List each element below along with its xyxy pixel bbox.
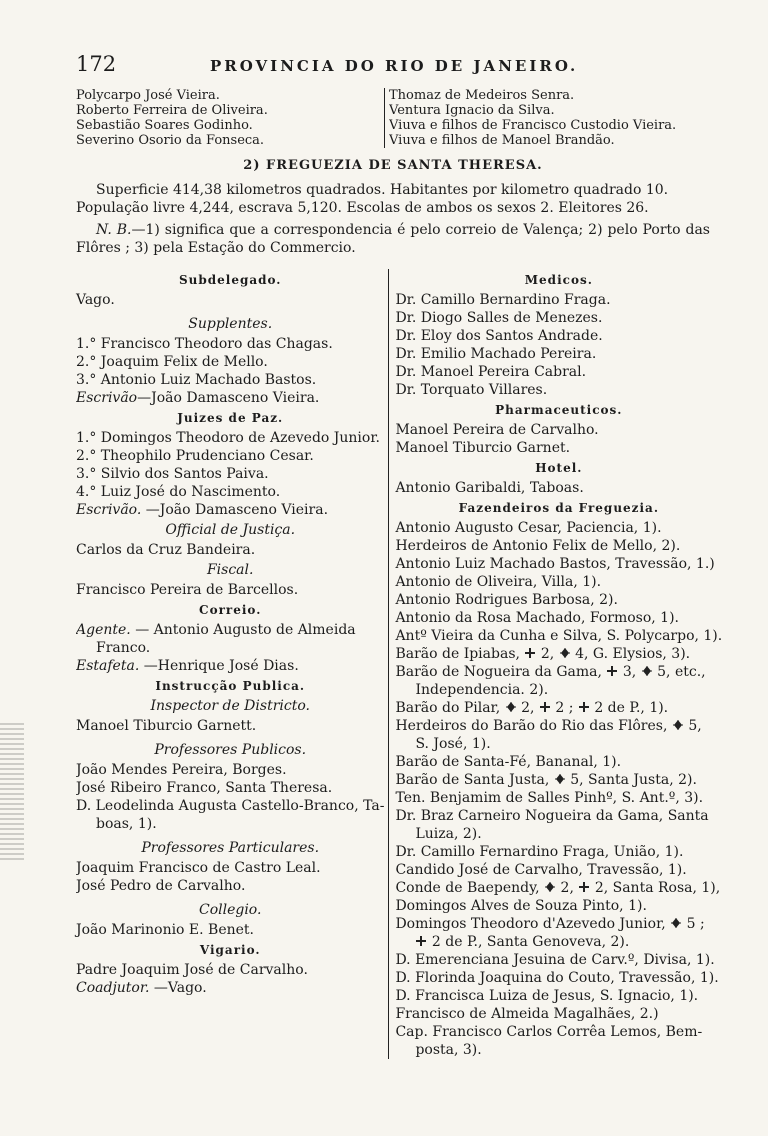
cross-icon	[524, 647, 536, 659]
escrivao-line	[76, 389, 384, 407]
list-item: 2.° Theophilo Prudenciano Cesar.	[76, 448, 314, 464]
list-item	[395, 771, 722, 789]
section-title: 2) FREGUEZIA DE SANTA THERESA.	[243, 158, 543, 173]
cross-icon	[606, 665, 618, 677]
heading-fiscal: Fiscal.	[206, 562, 254, 578]
list-item: Domingos Alves de Souza Pinto, 1).	[395, 898, 647, 914]
list-item: Dr. Emilio Machado Pereira.	[395, 346, 597, 362]
agente-label: Agente.	[76, 622, 131, 638]
agente-line	[76, 621, 384, 639]
list-item-cont	[395, 933, 722, 951]
collegio-value: João Marinonio E. Benet.	[76, 922, 255, 938]
list-item: Dr. Camillo Fernardino Fraga, União, 1).	[395, 844, 684, 860]
list-item: Antonio da Rosa Machado, Formoso, 1).	[395, 610, 679, 626]
agente-cont: Franco.	[96, 640, 151, 656]
coadjutor-label: Coadjutor.	[76, 980, 150, 996]
list-item	[395, 915, 722, 933]
nb-text: —1) significa que a correspondencia é pelo correio de Valença; 2) pelo Porto das Flôres ; 3) pela Estação do Commercio.	[76, 222, 710, 256]
entry-text: 5 ;	[686, 916, 705, 932]
estafeta-label: Estafeta.	[76, 658, 140, 674]
heading-collegio: Collegio.	[198, 902, 262, 918]
entry-text: 2, Santa Rosa, 1),	[594, 880, 721, 896]
escrivao-label: Escrivão	[76, 390, 138, 406]
list-item: Candido José de Carvalho, Travessão, 1).	[395, 862, 687, 878]
list-item: Ten. Benjamim de Salles Pinhº, S. Ant.º, 3).	[395, 790, 704, 806]
cross-icon	[578, 881, 590, 893]
list-item: Dr. Braz Carneiro Nogueira da Gama, Santa	[395, 808, 709, 824]
estafeta-name: —Henrique José Dias.	[139, 658, 299, 674]
entry-text: 5, etc.,	[657, 664, 706, 680]
two-column-body	[76, 269, 723, 1059]
entry-text: Conde de Baependy,	[395, 880, 540, 896]
heading-pharmaceuticos: Pharmaceuticos.	[495, 403, 623, 417]
hotel-value: Antonio Garibaldi, Taboas.	[395, 480, 584, 496]
stats-paragraph	[76, 181, 710, 217]
list-item: Manoel Tiburcio Garnet.	[395, 440, 571, 456]
heading-medicos: Medicos.	[524, 273, 593, 287]
heading-supplentes: Supplentes.	[188, 316, 273, 332]
estafeta-line	[76, 657, 384, 675]
page	[76, 52, 723, 1059]
list-item: Herdeiros de Antonio Felix de Mello, 2).	[395, 538, 681, 554]
list-item: Dr. Manoel Pereira Cabral.	[395, 364, 587, 380]
coffee-bush-icon	[559, 647, 571, 659]
list-item: Joaquim Francisco de Castro Leal.	[76, 860, 321, 876]
page-number: 172	[76, 52, 117, 76]
heading-prof-particulares: Professores Particulares.	[141, 840, 320, 856]
stats-text: Superficie 414,38 kilometros quadrados. Habitantes por kilometro quadrado 10.	[96, 182, 669, 198]
heading-juizes: Juizes de Paz.	[177, 411, 284, 425]
entry-text: Herdeiros do Barão do Rio das Flôres,	[395, 718, 668, 734]
list-item: Antonio Augusto Cesar, Paciencia, 1).	[395, 520, 662, 536]
coffee-bush-icon	[672, 719, 684, 731]
fiscal-value: Francisco Pereira de Barcellos.	[76, 582, 299, 598]
list-item: Viuva e filhos de Manoel Brandão.	[389, 133, 615, 148]
list-item	[395, 699, 722, 717]
list-item: Antonio de Oliveira, Villa, 1).	[395, 574, 602, 590]
subdelegado-value: Vago.	[76, 292, 115, 308]
list-item: Francisco de Almeida Magalhães, 2.)	[395, 1006, 659, 1022]
list-item: D. Francisca Luiza de Jesus, S. Ignacio, 1).	[395, 988, 699, 1004]
heading-prof-publicos: Professores Publicos.	[154, 742, 307, 758]
left-column	[76, 269, 388, 1059]
entry-text: Barão de Nogueira da Gama,	[395, 664, 602, 680]
entry-text: 5,	[688, 718, 702, 734]
entry-text: 4, G. Elysios, 3).	[575, 646, 691, 662]
heading-subdelegado: Subdelegado.	[178, 273, 282, 287]
list-item	[395, 879, 722, 897]
page-header	[76, 52, 710, 82]
list-item: D. Emerenciana Jesuina de Carv.º, Divisa, 1).	[395, 952, 715, 968]
stats-line	[76, 181, 710, 199]
heading-hotel: Hotel.	[535, 461, 583, 475]
page-title: PROVINCIA DO RIO DE JANEIRO.	[210, 57, 579, 75]
list-item: D. Florinda Joaquina do Couto, Travessão, 1).	[395, 970, 719, 986]
list-item: 4.° Luiz José do Nascimento.	[76, 484, 281, 500]
list-item: José Pedro de Carvalho.	[76, 878, 246, 894]
entry-text: 2 ;	[555, 700, 574, 716]
coffee-bush-icon	[505, 701, 517, 713]
list-item: Cap. Francisco Carlos Corrêa Lemos, Bem-	[395, 1024, 703, 1040]
coadjutor-name: —Vago.	[149, 980, 207, 996]
heading-correio: Correio.	[199, 603, 262, 617]
list-item: D. Leodelinda Augusta Castello-Branco, Ta-	[76, 798, 385, 814]
list-item: Viuva e filhos de Francisco Custodio Vieira.	[389, 118, 677, 133]
agente-name: — Antonio Augusto de Almeida	[130, 622, 356, 638]
list-item: Antº Vieira da Cunha e Silva, S. Polycarpo, 1).	[395, 628, 723, 644]
list-item: Dr. Torquato Villares.	[395, 382, 548, 398]
continued-list	[76, 88, 710, 148]
inspector-value: Manoel Tiburcio Garnett.	[76, 718, 257, 734]
coffee-bush-icon	[554, 773, 566, 785]
vigario-value: Padre Joaquim José de Carvalho.	[76, 962, 308, 978]
list-item	[395, 717, 722, 735]
entry-text: 2,	[560, 880, 574, 896]
coadjutor-line	[76, 979, 384, 997]
entry-text: 3,	[622, 664, 637, 680]
list-item: Barão de Santa-Fé, Bananal, 1).	[395, 754, 622, 770]
list-item-cont: boas, 1).	[96, 816, 157, 832]
margin-stain	[0, 720, 24, 860]
list-item: 1.° Domingos Theodoro de Azevedo Junior.	[76, 430, 380, 446]
list-item: Roberto Ferreira de Oliveira.	[76, 103, 268, 118]
list-item	[395, 663, 722, 681]
nota-bene	[76, 221, 710, 257]
coffee-bush-icon	[544, 881, 556, 893]
list-item: 3.° Silvio dos Santos Paiva.	[76, 466, 269, 482]
entry-text: Barão de Santa Justa,	[395, 772, 550, 788]
entry-text: Barão do Pilar,	[395, 700, 501, 716]
list-item: Polycarpo José Vieira.	[76, 88, 220, 103]
list-item: 3.° Antonio Luiz Machado Bastos.	[76, 372, 317, 388]
list-item: Dr. Eloy dos Santos Andrade.	[395, 328, 603, 344]
list-item: Dr. Camillo Bernardino Fraga.	[395, 292, 611, 308]
cross-icon	[415, 935, 427, 947]
list-item: Thomaz de Medeiros Senra.	[389, 88, 575, 103]
list-item: João Mendes Pereira, Borges.	[76, 762, 287, 778]
entry-text: Domingos Theodoro d'Azevedo Junior,	[395, 916, 666, 932]
heading-instrucao: Instrucção Publica.	[155, 679, 306, 693]
heading-inspector: Inspector de Districto.	[150, 698, 310, 714]
cross-icon	[578, 701, 590, 713]
entry-text: 2,	[521, 700, 535, 716]
list-item-cont: Luiza, 2).	[415, 826, 482, 842]
list-item: Severino Osorio da Fonseca.	[76, 133, 265, 148]
cross-icon	[539, 701, 551, 713]
heading-fazendeiros: Fazendeiros da Freguezia.	[458, 501, 659, 515]
heading-official: Official de Justiça.	[165, 522, 296, 538]
entry-text: 5, Santa Justa, 2).	[570, 772, 697, 788]
list-item: 2.° Joaquim Felix de Mello.	[76, 354, 268, 370]
list-item: Ventura Ignacio da Silva.	[389, 103, 555, 118]
official-value: Carlos da Cruz Bandeira.	[76, 542, 256, 558]
list-item: Manoel Pereira de Carvalho.	[395, 422, 599, 438]
entry-text: 2 de P., 1).	[594, 700, 669, 716]
coffee-bush-icon	[641, 665, 653, 677]
heading-vigario: Vigario.	[199, 943, 261, 957]
list-item: José Ribeiro Franco, Santa Theresa.	[76, 780, 333, 796]
list-item: Dr. Diogo Salles de Menezes.	[395, 310, 603, 326]
list-item: Antonio Luiz Machado Bastos, Travessão, 1.)	[395, 556, 715, 572]
right-column	[388, 269, 722, 1059]
entry-text: 2,	[540, 646, 555, 662]
list-item	[395, 645, 722, 663]
continued-list-left	[76, 88, 384, 148]
coffee-bush-icon	[670, 917, 682, 929]
list-item-cont: S. José, 1).	[415, 736, 491, 752]
escrivao-label: Escrivão.	[76, 502, 142, 518]
stats-text: População livre 4,244, escrava 5,120. Escolas de ambos os sexos 2. Eleitores 26.	[76, 200, 649, 216]
list-item: 1.° Francisco Theodoro das Chagas.	[76, 336, 333, 352]
entry-text: Barão de Ipiabas,	[395, 646, 520, 662]
escrivao-name: —João Damasceno Vieira.	[141, 502, 329, 518]
list-item: Antonio Rodrigues Barbosa, 2).	[395, 592, 618, 608]
entry-text: 2 de P., Santa Genoveva, 2).	[431, 934, 630, 950]
escrivao-line	[76, 501, 384, 519]
continued-list-right	[384, 88, 710, 148]
list-item-cont: Independencia. 2).	[415, 682, 549, 698]
list-item: Sebastião Soares Godinho.	[76, 118, 253, 133]
escrivao-name: —João Damasceno Vieira.	[137, 390, 320, 406]
nb-label: N. B.	[96, 222, 132, 238]
list-item-cont: posta, 3).	[415, 1042, 482, 1058]
